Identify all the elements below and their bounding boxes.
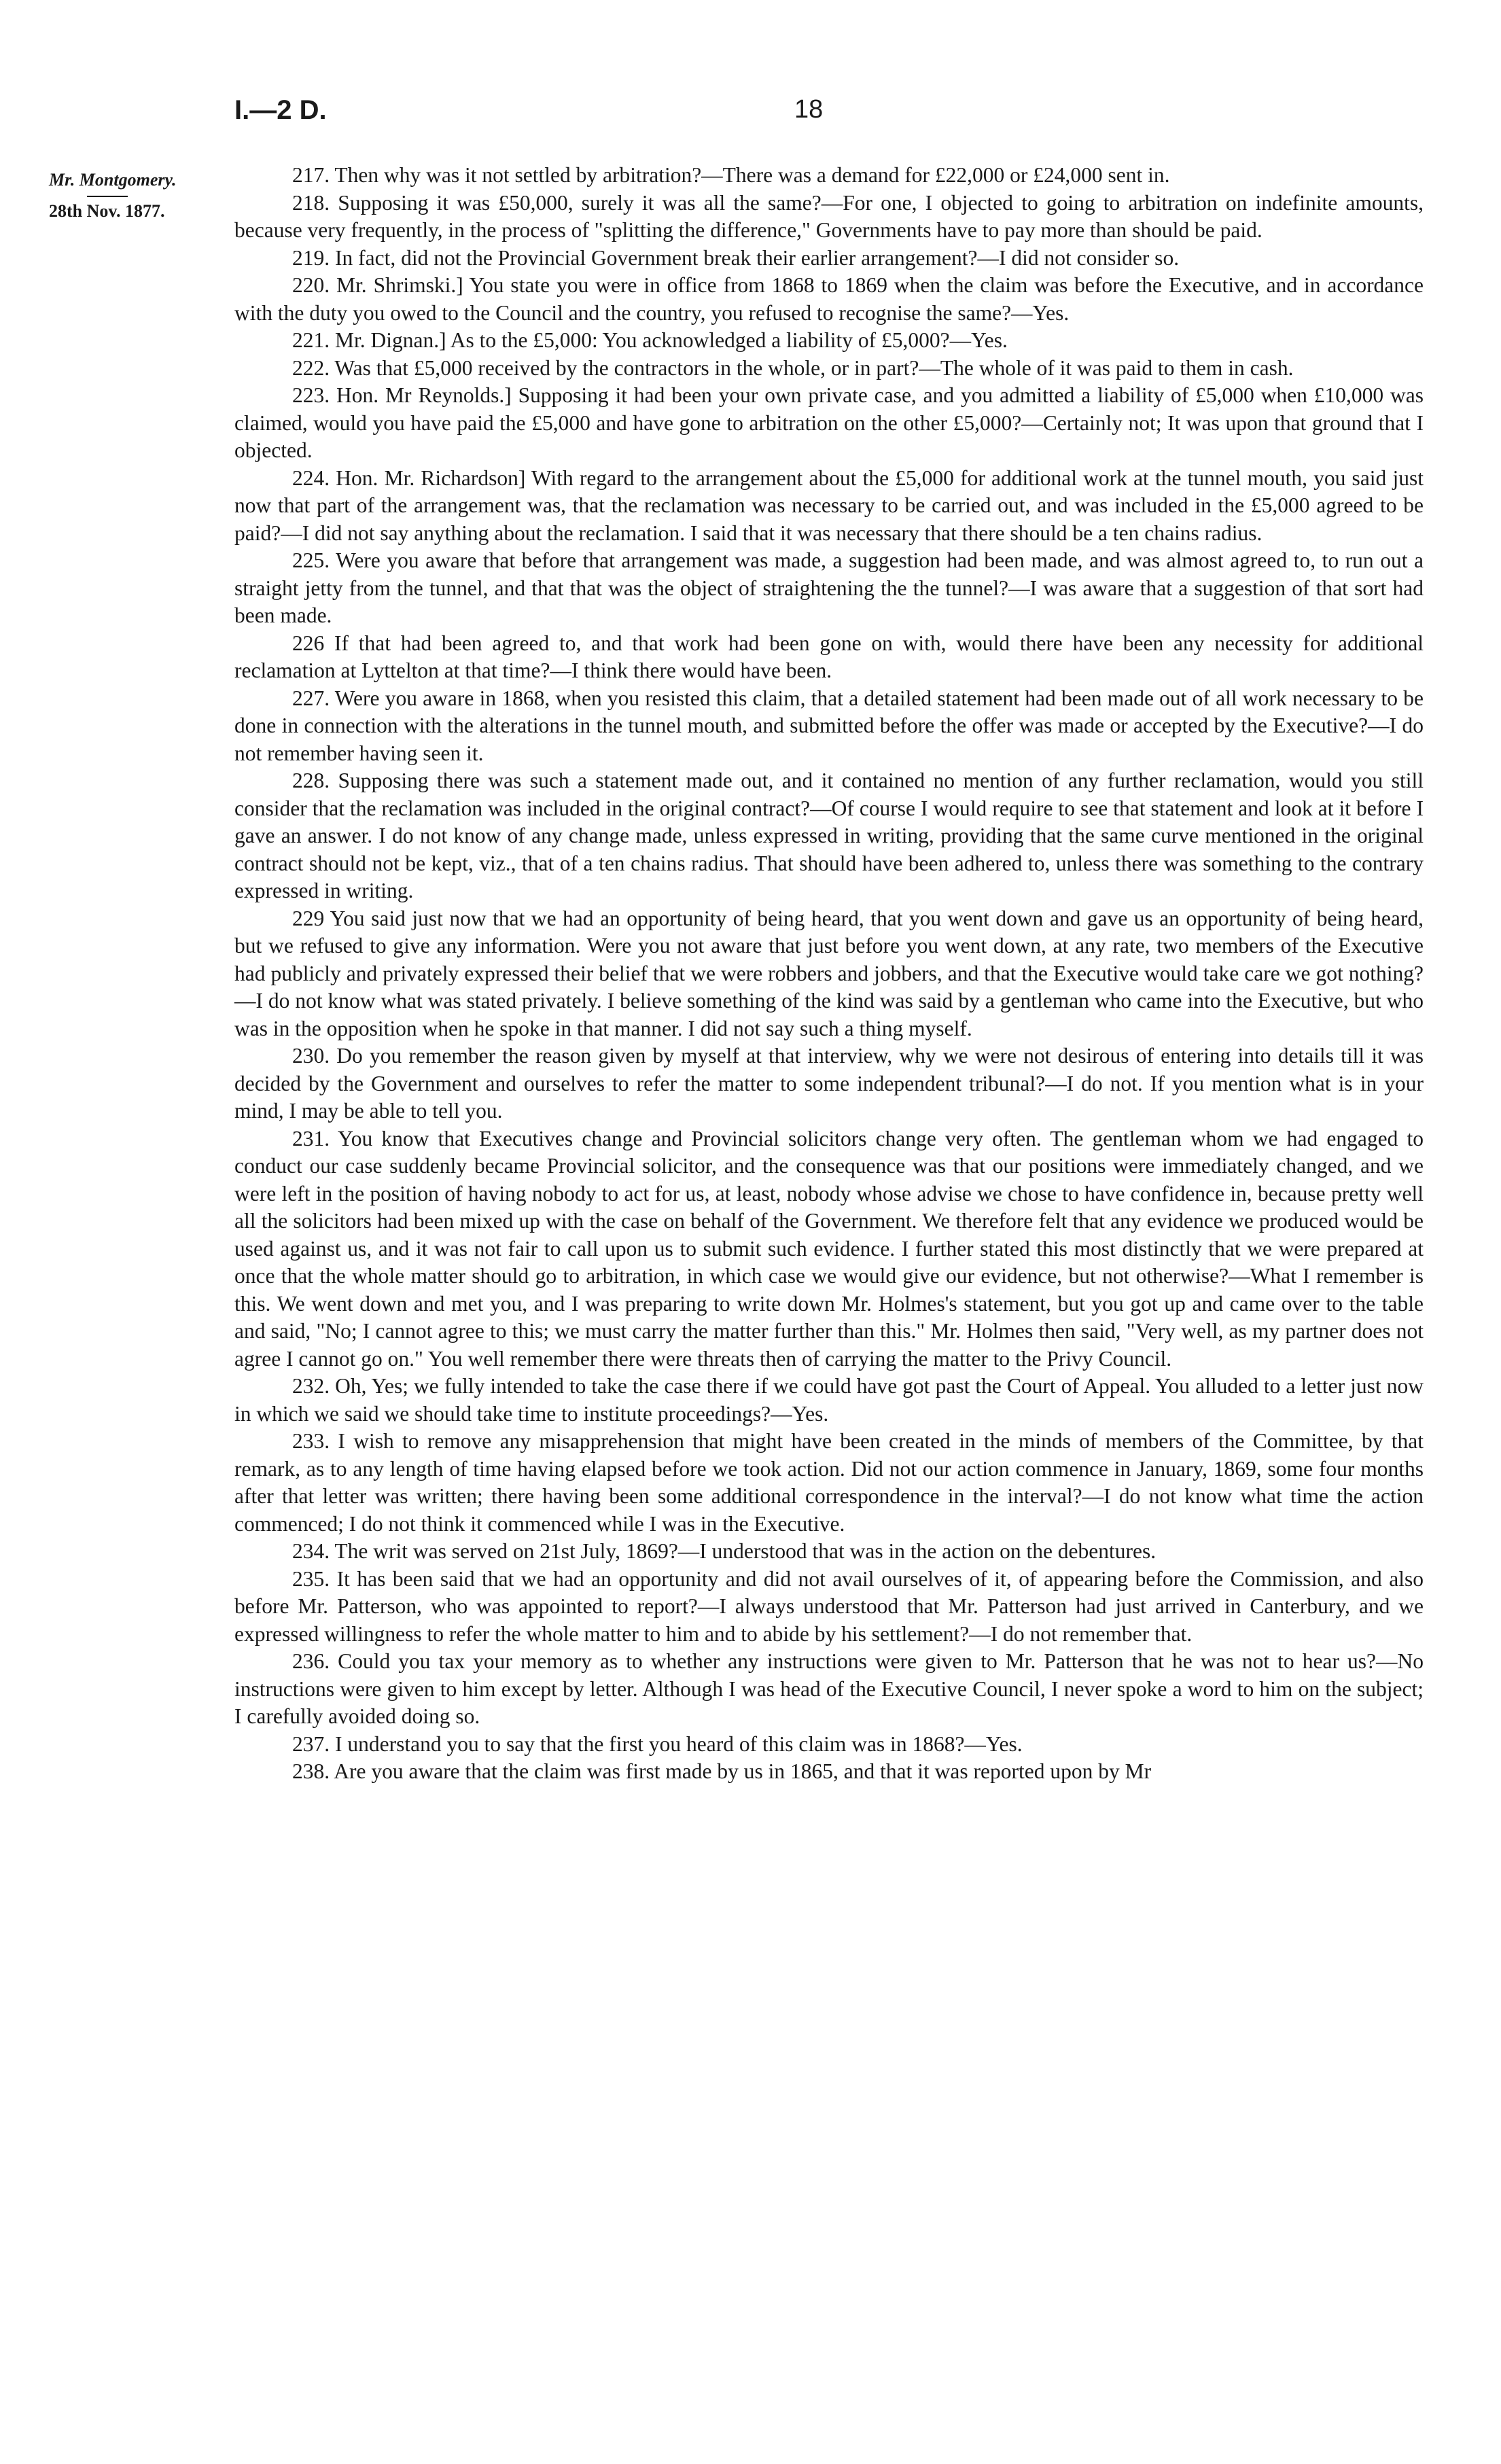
question-paragraph: 230. Do you remember the reason given by myself at that interview, why we were not desirous of entering into details till it was decided by the Government and ourselves to refer the matter to some independent tribunal?—I do not. If you mention what is in your mind, I may be able to tell you. [234,1044,1424,1123]
question-paragraph: 235. It has been said that we had an opportunity and did not avail ourselves of it, of appearing before the Commission, and also before Mr. Patterson, who was appointed to report?—I always understood that Mr. Patterson had just arrived in Canterbury, and we expressed willingness to refer the whole matter to him and to abide by his settlement?—I do not remember that. [234,1566,1424,1646]
question-paragraph: 220. Mr. Shrimski.] You state you were in office from 1868 to 1869 when the claim was before the Executive, and in accordance with the duty you owed to the Council and the country, you refused to recognise the same?—Yes. [234,273,1424,325]
page-number: 18 [794,95,824,124]
question-paragraph: 226 If that had been agreed to, and that work had been gone on with, would there have been any necessity for additional reclamation at Lyttelton at that time?—I think there would have been. [234,631,1424,682]
question-paragraph: 224. Hon. Mr. Richardson] With regard to the arrangement about the £5,000 for additional work at the tunnel mouth, you said just now that part of the arrangement was, that the reclamation was necessary to be carried out, and was included in the £5,000 agreed to be paid?—I did not say anything about the reclamation. I said that it was necessary that there should be a ten chains radius. [234,465,1424,545]
margin-date: 28th Nov. 1877. [49,201,165,221]
document-reference: I.—2 D. [234,95,327,125]
question-paragraph: 237. I understand you to say that the first you heard of this claim was in 1868?—Yes. [292,1731,1023,1756]
question-paragraph: 228. Supposing there was such a statement made out, and it contained no mention of any further reclamation, would you still consider that the reclamation was included in the original contract?—Of course I would require to see that statement and look at it before I gave an answer. I do not know of any change made, unless expressed in writing, providing that the same curve mentioned in the original contract should not be kept, viz., that of a ten chains radius. That should have been adhered to, unless there was something to the contrary expressed in writing. [234,769,1424,902]
question-paragraph: 229 You said just now that we had an opportunity of being heard, that you went down and gave us an opportunity of being heard, but we refused to give any information. Were you not aware that just before you went down, at any rate, two members of the Executive had publicly and privately expressed their belief that we were robbers and jobbers, and that the Executive would take care we got nothing?—I do not know what was stated privately. I believe something of the kind was said by a gentleman who came into the Executive, but who was in the opposition when he spoke in that manner. I did not say such a thing myself. [234,906,1424,1040]
question-paragraph: 221. Mr. Dignan.] As to the £5,000: You acknowledged a liability of £5,000?—Yes. [292,328,1008,352]
question-paragraph: 236. Could you tax your memory as to whether any instructions were given to Mr. Patterson that he was not to hear us?—No instructions were given to him except by letter. Although I was head of the Executive Council, I never spoke a word to him on the subject; I carefully avoided doing so. [234,1649,1424,1728]
question-paragraph: 231. You know that Executives change and Provincial solicitors change very often. The gentleman whom we had engaged to conduct our case suddenly became Provincial solicitor, and the consequence was that our positions were immediately changed, and we were left in the position of having nobody to act for us, at least, nobody whose advise we chose to have confidence in, because pretty well all the solicitors had been mixed up with the case on behalf of the Government. We therefore felt that any evidence we produced would be used against us, and it was not fair to call upon us to submit such evidence. I further stated this most distinctly that we were prepared at once that the whole matter should go to arbitration, in which case we would give our evidence, but not otherwise?—What I remember is this. We went down and met you, and I was preparing to write down Mr. Holmes's statement, but you got up and came over to the table and said, "No; I cannot agree to this; we must carry the matter further than this." Mr. Holmes then said, "Very well, as my partner does not agree I cannot go on." You well remember there were threats then of carrying the matter to the Privy Council. [234,1126,1424,1371]
margin-notes [49,170,246,222]
question-paragraph: 222. Was that £5,000 received by the contractors in the whole, or in part?—The whole of it was paid to them in cash. [292,355,1294,380]
question-paragraph: 217. Then why was it not settled by arbitration?—There was a demand for £22,000 or £24,000 sent in. [292,163,1170,187]
question-paragraph: 233. I wish to remove any misapprehension that might have been created in the minds of members of the Committee, by that remark, as to any length of time having elapsed before we took action. Did not our action commence in January, 1869, some four months after that letter was written; there having been some additional correspondence in the interval?—I do not know what time the action commenced; I do not think it commenced while I was in the Executive. [234,1429,1424,1536]
testimony-body [234,162,1424,1786]
question-paragraph: 227. Were you aware in 1868, when you resisted this claim, that a detailed statement had been made out of all work necessary to be done in connection with the alterations in the tunnel mouth, and submitted before the offer was made or accepted by the Executive?—I do not remember having seen it. [234,686,1424,765]
question-paragraph: 219. In fact, did not the Provincial Government break their earlier arrangement?—I did not consider so. [292,245,1180,270]
question-paragraph: 225. Were you aware that before that arrangement was made, a suggestion had been made, and was almost agreed to, to run out a straight jetty from the tunnel, and that that was the object of straightening the the tunnel?—I was aware that a suggestion of that sort had been made. [234,548,1424,627]
question-paragraph: 238. Are you aware that the claim was first made by us in 1865, and that it was reported upon by Mr [292,1759,1152,1783]
margin-speaker: Mr. Montgomery. [49,170,177,190]
question-paragraph: 218. Supposing it was £50,000, surely it was all the same?—For one, I objected to going to arbitration on indefinite amounts, because very frequently, in the process of "splitting the difference," Governments have to pay more than should be paid. [234,190,1424,242]
question-paragraph: 223. Hon. Mr Reynolds.] Supposing it had been your own private case, and you admitted a liability of £5,000 when £10,000 was claimed, would you have paid the £5,000 and have gone to arbitration on the other £5,000?—Certainly not; It was upon that ground that I objected. [234,383,1424,462]
margin-rule [87,196,128,197]
question-paragraph: 232. Oh, Yes; we fully intended to take the case there if we could have got past the Court of Appeal. You alluded to a letter just now in which we said we should take time to institute proceedings?—Yes. [234,1374,1424,1426]
question-paragraph: 234. The writ was served on 21st July, 1869?—I understood that was in the action on the debentures. [292,1539,1156,1563]
page-header [234,95,1424,136]
